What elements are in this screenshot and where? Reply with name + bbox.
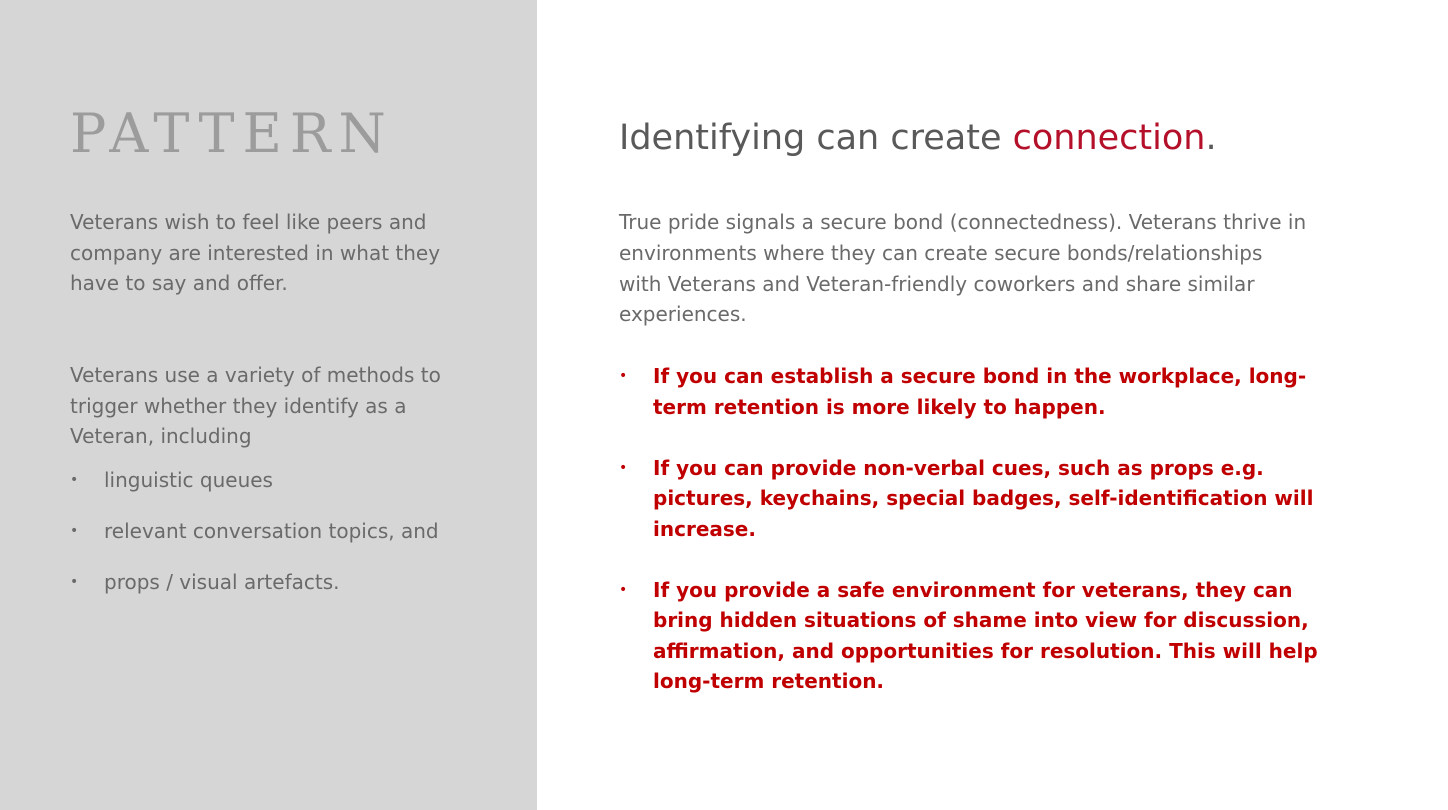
list-item — [70, 465, 439, 516]
list-item-text: If you can establish a secure bond in the workplace, long-term retention is more likely to happen. — [653, 364, 1307, 419]
list-item-text: props / visual artefacts. — [104, 570, 340, 594]
bullet-dot-icon: • — [70, 472, 79, 488]
list-item-text: linguistic queues — [104, 468, 273, 492]
list-item — [619, 575, 1339, 697]
list-item — [70, 567, 439, 618]
left-paragraph-methods: Veterans use a variety of methods to trigger whether they identify as a Veteran, including — [70, 363, 441, 448]
right-heading — [619, 117, 1217, 159]
right-bullet-list — [619, 361, 1339, 727]
left-paragraph-peers: Veterans wish to feel like peers and company are interested in what they have to say and offer. — [70, 210, 441, 295]
heading-accent-word: connection — [1012, 118, 1206, 158]
list-item — [70, 516, 439, 567]
list-item — [619, 361, 1339, 422]
left-panel — [0, 0, 537, 810]
bullet-dot-icon: • — [619, 581, 628, 598]
bullet-dot-icon: • — [70, 523, 79, 539]
left-bullet-list — [70, 465, 439, 618]
bullet-dot-icon: • — [619, 459, 628, 476]
right-intro-paragraph: True pride signals a secure bond (connectedness). Veterans thrive in environments where they can create secure bonds/relationships with Veterans and Veteran-friendly coworkers and share similar experiences. — [619, 210, 1307, 327]
heading-suffix: . — [1205, 118, 1217, 158]
list-item-text: relevant conversation topics, and — [104, 519, 439, 543]
list-item-text: If you can provide non-verbal cues, such as props e.g. pictures, keychains, special badges, self-identification will increase. — [653, 455, 1314, 541]
pattern-heading: PATTERN — [70, 102, 394, 165]
list-item — [619, 453, 1339, 545]
bullet-dot-icon: • — [619, 368, 628, 384]
bullet-dot-icon: • — [70, 574, 79, 590]
heading-prefix: Identifying can create — [619, 118, 1013, 158]
list-item-text: If you provide a safe environment for veterans, they can bring hidden situations of shame into view for discussion, affirmation, and opportunities for resolution. This will help long-term retention. — [653, 577, 1318, 693]
